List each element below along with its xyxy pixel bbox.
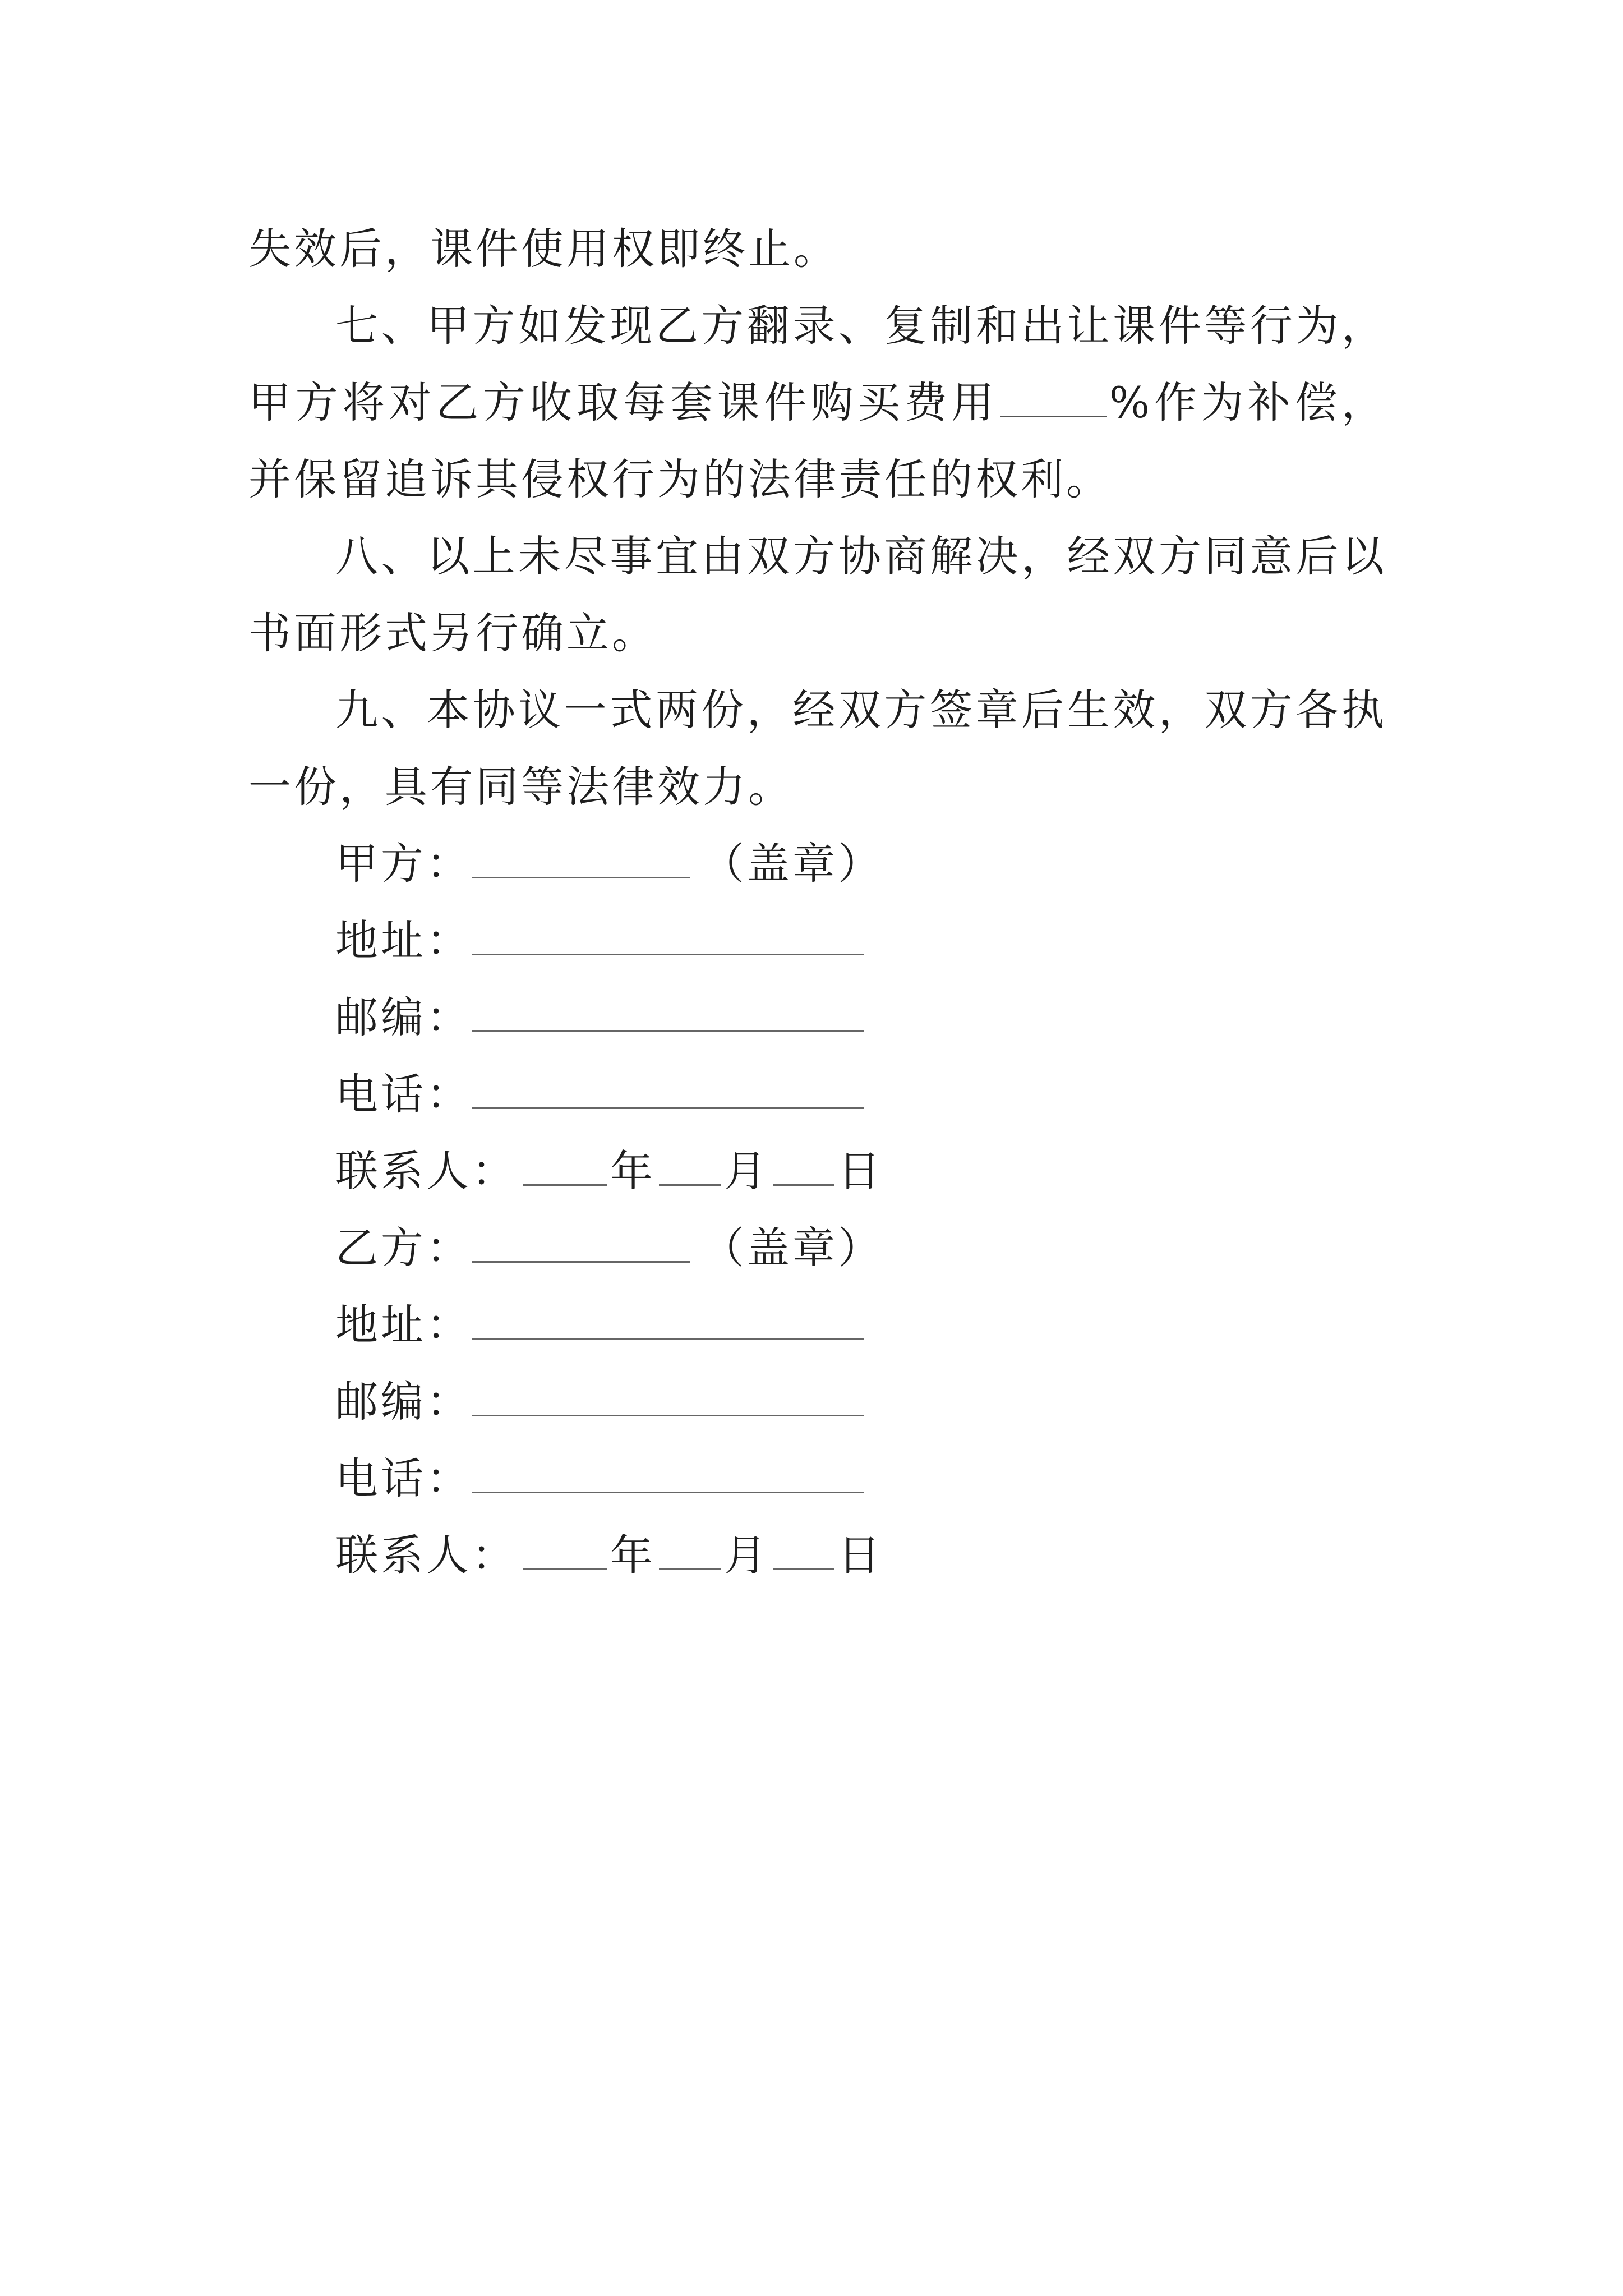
party-a-contact-row bbox=[248, 1133, 1387, 1209]
party-a-address-label: 地址： bbox=[335, 915, 472, 965]
party-b-name-blank[interactable] bbox=[472, 1227, 690, 1263]
party-a-year-word: 年 bbox=[610, 1146, 656, 1196]
clause-nine: 九、本协议一式两份，经双方签章后生效，双方各执一份，具有同等法律效力。 bbox=[248, 685, 1387, 812]
party-a-month-blank[interactable] bbox=[659, 1151, 721, 1186]
party-a-address-blank[interactable] bbox=[472, 920, 864, 955]
party-b-day-blank[interactable] bbox=[773, 1535, 834, 1570]
party-b-month-blank[interactable] bbox=[659, 1535, 721, 1570]
party-b-phone-label: 电话： bbox=[335, 1453, 472, 1503]
party-b-address-label: 地址： bbox=[335, 1300, 472, 1350]
party-a-day-blank[interactable] bbox=[773, 1151, 834, 1186]
party-b-address-blank[interactable] bbox=[472, 1304, 864, 1340]
party-a-month-word: 月 bbox=[724, 1146, 769, 1196]
party-b-day-word: 日 bbox=[838, 1530, 883, 1580]
party-b-name-row bbox=[248, 1209, 1387, 1286]
party-b-year-word: 年 bbox=[610, 1530, 656, 1580]
party-a-stamp-label: （盖章） bbox=[702, 839, 883, 889]
party-a-name-row bbox=[248, 825, 1387, 902]
party-b-postcode-row bbox=[248, 1363, 1387, 1440]
party-a-contact-label: 联系人： bbox=[335, 1146, 517, 1196]
party-a-name-blank[interactable] bbox=[472, 843, 690, 878]
party-a-postcode-label: 邮编： bbox=[335, 992, 472, 1042]
party-a-day-word: 日 bbox=[838, 1146, 883, 1196]
party-a-postcode-blank[interactable] bbox=[472, 997, 864, 1032]
clause-seven-text-b: %作为补偿，并保留追诉其侵权行为的法律责任的权利。 bbox=[248, 378, 1387, 504]
party-a-address-row bbox=[248, 902, 1387, 979]
party-a-phone-label: 电话： bbox=[335, 1069, 472, 1119]
clause-eight: 八、以上未尽事宜由双方协商解决，经双方同意后以书面形式另行确立。 bbox=[248, 531, 1387, 658]
clause-seven bbox=[248, 287, 1387, 518]
party-b-month-word: 月 bbox=[724, 1530, 769, 1580]
party-b-phone-blank[interactable] bbox=[472, 1458, 864, 1493]
party-b-year-blank[interactable] bbox=[523, 1535, 607, 1570]
party-b-stamp-label: （盖章） bbox=[702, 1223, 883, 1273]
party-b-postcode-label: 邮编： bbox=[335, 1377, 472, 1427]
percentage-blank[interactable] bbox=[1000, 382, 1107, 417]
party-a-phone-blank[interactable] bbox=[472, 1074, 864, 1109]
party-b-label: 乙方： bbox=[335, 1223, 472, 1273]
party-b-postcode-blank[interactable] bbox=[472, 1381, 864, 1416]
clause-continuation: 失效后，课件使用权即终止。 bbox=[248, 224, 839, 274]
party-b-contact-row bbox=[248, 1517, 1387, 1594]
clause-seven-text-a: 七、甲方如发现乙方翻录、复制和出让课件等行为，甲方将对乙方收取每套课件购买费用 bbox=[248, 301, 1387, 427]
party-b-contact-label: 联系人： bbox=[335, 1530, 517, 1580]
party-a-year-blank[interactable] bbox=[523, 1151, 607, 1186]
party-a-phone-row bbox=[248, 1056, 1387, 1133]
party-b-address-row bbox=[248, 1286, 1387, 1363]
party-a-postcode-row bbox=[248, 979, 1387, 1056]
agreement-body bbox=[248, 210, 1387, 1594]
party-a-label: 甲方： bbox=[335, 839, 472, 889]
party-b-phone-row bbox=[248, 1440, 1387, 1517]
